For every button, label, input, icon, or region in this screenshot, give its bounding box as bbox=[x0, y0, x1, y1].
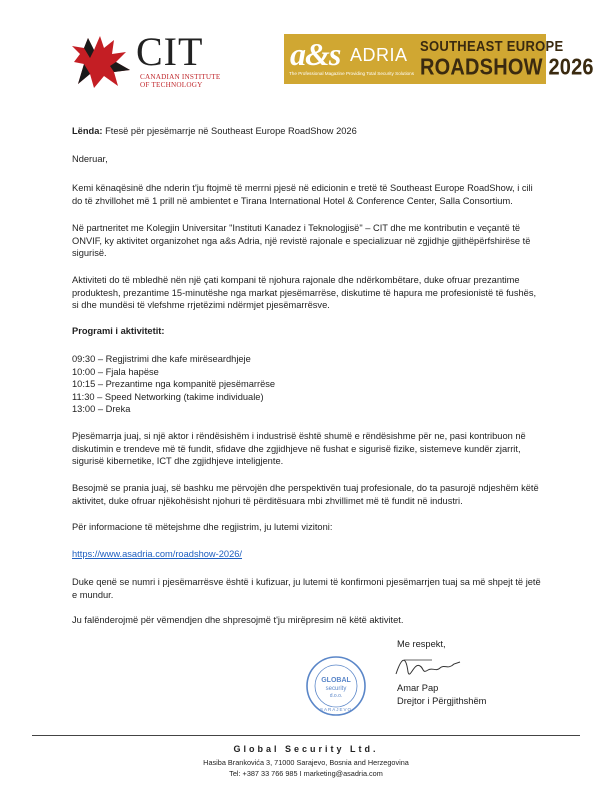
event-title-line1: SOUTHEAST EUROPE bbox=[420, 38, 564, 55]
program-item: 11:30 – Speed Networking (takime individuale) bbox=[72, 391, 264, 402]
paragraph-3 bbox=[72, 274, 542, 312]
paragraph-1-text: Kemi kënaqësinë dhe nderin t'ju ftojmë të merrni pjesë në edicionin e tretë të Southeast Europe RoadShow, i cili do të zhvillohet më 1 prill në ambientet e Tirana International Hotel & Conference Center, Salla Consortium. bbox=[72, 183, 533, 206]
company-stamp-icon bbox=[305, 655, 367, 717]
paragraph-6 bbox=[72, 521, 542, 534]
paragraph-6-text: Për informacione të mëtejshme dhe regjistrim, ju lutemi vizitoni: bbox=[72, 522, 333, 532]
footer-contact: Tel: +387 33 766 985 I marketing@asadria.com bbox=[229, 769, 383, 778]
adria-roadshow-logo bbox=[284, 34, 594, 84]
subject-label: Lënda: bbox=[72, 126, 103, 136]
program-title-text: Programi i aktivitetit: bbox=[72, 326, 165, 336]
program-title bbox=[72, 325, 542, 338]
paragraph-7 bbox=[72, 576, 542, 601]
footer-company: Global Security Ltd. bbox=[233, 744, 379, 754]
program-item: 10:00 – Fjala hapëse bbox=[72, 366, 159, 377]
paragraph-2-text: Në partneritet me Kolegjin Universitar "Instituti Kanadez i Teknologjisë" – CIT dhe me kontributin e veçantë të ONVIF, ky aktivitet organizohet nga a&s Adria, një revistë rajonale e specializuar në zgjidhje gjithëpërfshirëse të sigurisë. bbox=[72, 223, 531, 259]
paragraph-8-text: Ju falënderojmë për vëmendjen dhe shpresojmë t'ju mirëpresim në këtë aktivitet. bbox=[72, 615, 404, 625]
stamp-ring-text: SARAJEVO bbox=[319, 707, 353, 712]
paragraph-4-text: Pjesëmarrja juaj, si një aktor i rëndësishëm i industrisë është shumë e rëndësishme për ne, pasi kontribuon në diskutimin e trendeve më të fundit, sfidave dhe zgjidhjeve në fushat e sigurisë fizike, sistemeve kundër zjarrit, sigurisë kibernetike, ICT dhe zgjidhjeve inteligjente. bbox=[72, 431, 526, 467]
cit-subtitle-line2: OF TECHNOLOGY bbox=[140, 81, 203, 89]
subject-line bbox=[72, 125, 542, 138]
adria-name: ADRIA bbox=[350, 45, 408, 65]
paragraph-8 bbox=[72, 614, 542, 627]
greeting bbox=[72, 153, 542, 166]
cit-wordmark: CIT bbox=[136, 29, 204, 74]
paragraph-3-text: Aktiviteti do të mbledhë nën një çati kompani të njohura rajonale dhe ndërkombëtare, duke ofruar prezantime produktesh, prezantime 15-minutëshe nga markat pjesëmarrëse, diskutime të hapura me profesionistë të fushës, si dhe mundësi të vlefshme rrjetëzimi ndërmjet pjesëmarrësve. bbox=[72, 275, 537, 311]
maple-leaf-icon bbox=[70, 34, 132, 88]
closing: Me respekt, bbox=[397, 639, 446, 649]
stamp-top-text: GLOBAL bbox=[321, 677, 351, 684]
cit-subtitle bbox=[140, 73, 220, 89]
program-item: 09:30 – Regjistrimi dhe kafe mirëseardhjeje bbox=[72, 354, 251, 364]
paragraph-2 bbox=[72, 222, 542, 260]
program-list bbox=[72, 353, 542, 416]
paragraph-4 bbox=[72, 430, 542, 468]
adria-tagline: The Professional Magazine Providing Total Security Solutions bbox=[289, 71, 415, 76]
cit-logo bbox=[70, 29, 230, 89]
signatory-role: Drejtor i Përgjithshëm bbox=[397, 696, 487, 706]
adria-brand-mark: a&s bbox=[290, 36, 341, 72]
footer-divider bbox=[32, 735, 580, 736]
cit-subtitle-line1: CANADIAN INSTITUTE bbox=[140, 73, 221, 81]
paragraph-5 bbox=[72, 482, 542, 507]
stamp-mid-text: security bbox=[325, 686, 347, 692]
handwritten-signature-icon bbox=[392, 652, 462, 682]
registration-link[interactable]: https://www.asadria.com/roadshow-2026/ bbox=[72, 549, 243, 559]
greeting-text: Nderuar, bbox=[72, 154, 108, 164]
signatory-name: Amar Pap bbox=[397, 683, 439, 693]
program-item: 10:15 – Prezantime nga kompanitë pjesëmarrëse bbox=[72, 379, 276, 390]
subject-text: Ftesë për pjesëmarrje në Southeast Europe RoadShow 2026 bbox=[102, 126, 357, 136]
footer-address: Hasiba Brankovića 3, 71000 Sarajevo, Bosnia and Herzegovina bbox=[203, 758, 409, 767]
event-title-line2: ROADSHOW 2026 bbox=[420, 55, 594, 81]
registration-link-block bbox=[72, 548, 542, 561]
program-item: 13:00 – Dreka bbox=[72, 404, 131, 415]
paragraph-5-text: Besojmë se prania juaj, së bashku me përvojën dhe perspektivën tuaj profesionale, do ta pasurojë ndjeshëm këtë aktivitet, duke ofruar njëkohësisht njohuri të përditësuara mbi zhvillimet më të fundit në industri. bbox=[72, 483, 539, 506]
paragraph-1 bbox=[72, 182, 542, 207]
paragraph-7-text: Duke qenë se numri i pjesëmarrësve është i kufizuar, ju lutemi të konfirmoni pjesëmarrjen tuaj sa më shpejt të jetë e mundur. bbox=[72, 577, 541, 600]
stamp-bottom-text: d.o.o. bbox=[329, 693, 343, 699]
